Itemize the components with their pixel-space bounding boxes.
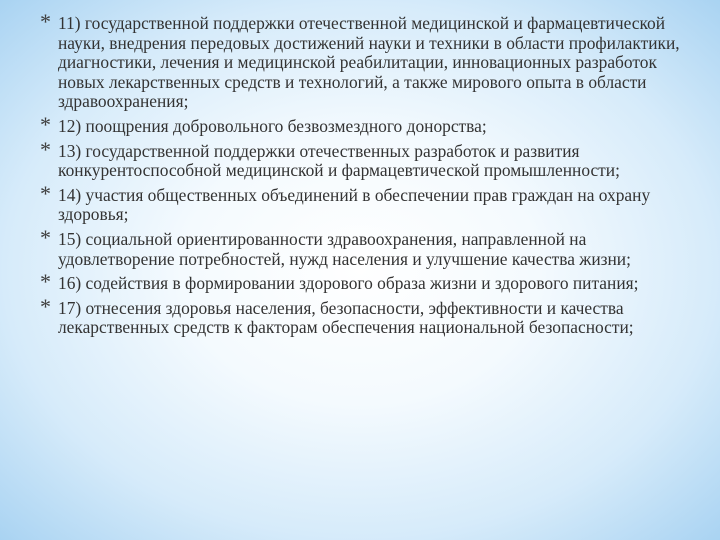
list-item-text: 13) государственной поддержки отечественных разработок и развития конкурентоспособной медицинской и фармацевтической промышленности; xyxy=(58,140,620,181)
asterisk-bullet-icon: * xyxy=(40,136,51,162)
list-item-text: 16) содействия в формировании здорового образа жизни и здорового питания; xyxy=(58,273,639,294)
list-item xyxy=(34,293,700,338)
list-item xyxy=(34,111,700,137)
list-item xyxy=(34,224,700,269)
list-item-text: 14) участия общественных объединений в обеспечении прав граждан на охрану здоровья; xyxy=(58,184,651,225)
principles-list xyxy=(34,9,700,343)
list-item xyxy=(34,136,700,181)
asterisk-bullet-icon: * xyxy=(40,180,51,206)
list-item xyxy=(34,269,700,295)
list-item-text: 15) социальной ориентированности здравоохранения, направленной на удовлетворение потребностей, нужд населения и улучшение качества жизни; xyxy=(58,228,631,269)
asterisk-bullet-icon: * xyxy=(40,9,51,34)
list-item xyxy=(34,9,700,112)
asterisk-bullet-icon: * xyxy=(40,224,51,250)
asterisk-bullet-icon: * xyxy=(40,111,51,137)
asterisk-bullet-icon: * xyxy=(40,293,51,319)
list-item xyxy=(34,180,700,225)
list-item-text: 17) отнесения здоровья населения, безопасности, эффективности и качества лекарственных средств к факторам обеспечения национальной безопасности; xyxy=(58,297,634,338)
list-item-text: 11) государственной поддержки отечественной медицинской и фармацевтической науки, внедрения передовых достижений науки и техники в области профилактики, диагностики, лечения и медицинской реабилитации, инновационных разработок новых лекарственных средств и технологий, а также мирового опыта в области здравоохранения; xyxy=(58,13,680,112)
asterisk-bullet-icon: * xyxy=(40,269,51,295)
list-item-text: 12) поощрения добровольного безвозмездного донорства; xyxy=(58,115,487,136)
